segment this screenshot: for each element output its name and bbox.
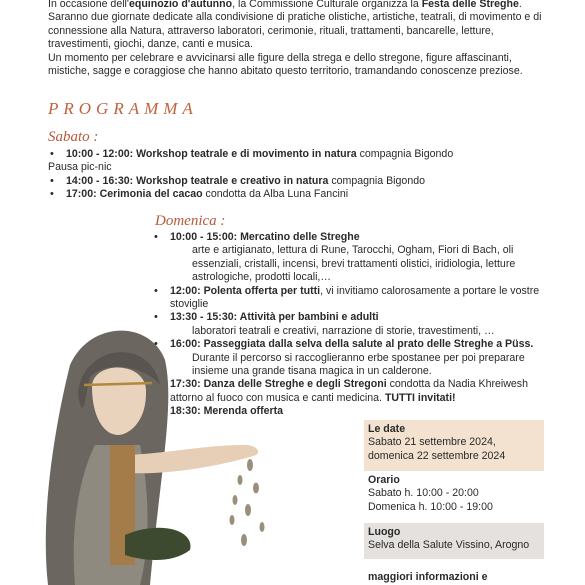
list-item: [48, 188, 558, 201]
date-line: domenica 22 settembre 2024: [368, 449, 506, 462]
list-item: [48, 161, 558, 174]
item-detail: , vi invitiamo calorosamente a portare le vostre stoviglie: [170, 284, 540, 311]
item-time-title: 13:30 - 15:30: Attività per bambini e adulti: [170, 311, 379, 324]
sabato-list: [48, 148, 558, 202]
orario-line: Sabato h. 10:00 - 20:00: [368, 487, 479, 500]
luogo-label: Luogo: [368, 526, 401, 538]
orario-box: [364, 471, 544, 521]
item-detail: Durante il percorso si raccoglieranno erbe spostanee per poi preparare insieme una grande tisana magica in un calderone.: [192, 351, 525, 378]
orario-line: Domenica h. 10:00 - 19:00: [368, 500, 493, 513]
intro-text: [48, 0, 553, 78]
item-detail: laboratori teatrali e creativi, narrazione di storie, travestimenti, …: [192, 324, 495, 337]
more-info-text: maggiori informazioni e: [368, 571, 488, 583]
equinox-highlight: equinozio d'autunno: [128, 0, 233, 10]
item-time-title: 16:00: Passeggiata dalla selva della salute al prato delle Streghe a Püss.: [170, 338, 534, 351]
item-time-title: 12:00: Polenta offerta per tutti: [170, 284, 321, 297]
list-item: [48, 175, 558, 188]
festival-name: Festa delle Streghe: [421, 0, 519, 10]
luogo-line: Selva della Salute Vissino, Arogno: [368, 539, 530, 552]
item-time-title: 18:30: Merenda offerta: [170, 405, 284, 418]
domenica-title: Domenica :: [155, 213, 226, 229]
item-time-title: 10:00 - 12:00: Workshop teatrale e di movimento in natura: [66, 148, 357, 160]
intro-text-a: In occasione dell': [48, 0, 129, 10]
item-detail: condotta da Alba Luna Fancini: [202, 188, 349, 201]
intro-text-c: , la Commissione Culturale organizza la: [232, 0, 422, 10]
item-detail: arte e artigianato, lettura di Rune, Tarocchi, Ogham, Fiori di Bach, oli essenziali, cristalli, incensi, brevi trattamenti olistici, iridiologia, letture astrologiche, prodotti locali,…: [192, 244, 516, 284]
list-item: [152, 231, 542, 285]
item-time-title: 14:00 - 16:30: Workshop teatrale e creativo in natura: [66, 174, 329, 187]
item-time-title: 10:00 - 15:00: Mercatino delle Streghe: [170, 231, 360, 243]
item-detail: compagnia Bigondo: [328, 174, 425, 187]
witch-illustration: [0, 305, 300, 585]
sabato-title: Sabato :: [48, 129, 99, 145]
item-highlight: TUTTI invitati!: [384, 391, 456, 404]
intro-paragraph-1: [48, 0, 553, 11]
date-line: Sabato 21 settembre 2024,: [368, 436, 496, 449]
list-item: [48, 148, 558, 161]
intro-text-e: .: [518, 0, 522, 10]
item-detail: Pausa pic-nic: [48, 161, 112, 174]
item-detail: condotta da Nadia Khreiwesh attorno al fuoco con musica e canti medicina.: [170, 378, 528, 404]
programma-heading: PROGRAMMA: [48, 99, 198, 118]
orario-label: Orario: [368, 474, 400, 486]
item-detail: compagnia Bigondo: [356, 148, 454, 160]
item-time-title: 17:00: Cerimonia del cacao: [66, 188, 203, 201]
intro-paragraph-2: Saranno due giornate dedicate alla condivisione di pratiche olistiche, artistiche, teatrali, di movimento e di connessione alla Natura, attraverso laboratori, cerimonie, rituali, trattamenti, bancarelle, letture, travestimenti, giochi, danze, canti e musica.: [48, 11, 542, 51]
luogo-box: [364, 523, 544, 559]
intro-paragraph-3: Un momento per celebrare e avvicinarsi alle figure della strega e dello stregone, figure affascinanti, mistiche, sagge e coraggiose che hanno abitato questo territorio, tramandando conoscenze preziose.: [48, 51, 523, 78]
date-label: Le date: [368, 423, 406, 435]
date-box: [364, 420, 544, 474]
item-time-title: 17:30: Danza delle Streghe e degli Stregoni: [170, 378, 387, 391]
